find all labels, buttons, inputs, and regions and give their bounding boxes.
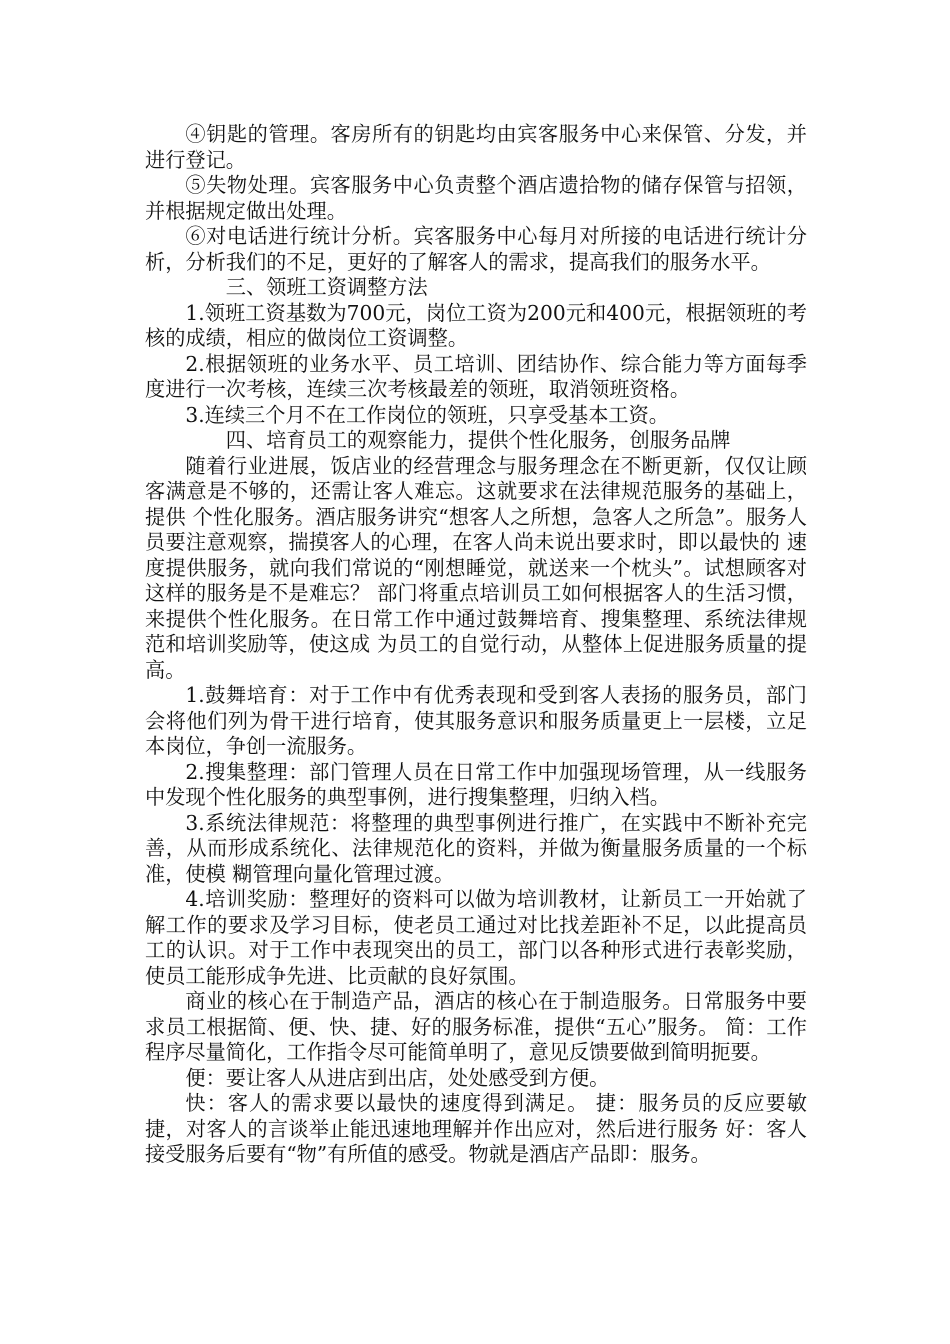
- paragraph-encourage-training: 1.鼓舞培育：对于工作中有优秀表现和受到客人表扬的服务员，部门会将他们列为骨干进行培育，使其服务意识和服务质量更上一层楼，立足 本岗位，争创一流服务。: [145, 683, 814, 758]
- paragraph-key-management: ④钥匙的管理。客房所有的钥匙均由宾客服务中心来保管、分发，并进行登记。: [145, 122, 807, 172]
- paragraph-fast-agile-good: 快：客人的需求要以最快的速度得到满足。 捷：服务员的反应要敏捷，对客人的言谈举止能迅速地理解并作出应对，然后进行服务 好：客人接受服务后要有“物”有所值的感受。物就是酒店产品即：服务。: [145, 1091, 807, 1166]
- paragraph-systematize: 3.系统法律规范：将整理的典型事例进行推广，在实践中不断补充完善，从而形成系统化、法律规范化的资料，并做为衡量服务质量的一个标准，使模 糊管理向量化管理过渡。: [145, 810, 807, 886]
- paragraph-five-heart-service: 商业的核心在于制造产品，酒店的核心在于制造服务。日常服务中要求员工根据简、便、快、捷、好的服务标准，提供“五心”服务。 简：工作程序尽量简化，工作指令尽可能简单明了，意见反馈要做到简明扼要。: [145, 989, 807, 1064]
- paragraph-lost-and-found: ⑤失物处理。宾客服务中心负责整个酒店遗拾物的储存保管与招领，并根据规定做出处理。: [145, 173, 807, 223]
- paragraph-convenient: 便：要让客人从进店到出店，处处感受到方便。: [185, 1065, 610, 1090]
- paragraph-call-statistics: ⑥对电话进行统计分析。宾客服务中心每月对所接的电话进行统计分析，分析我们的不足，更好的了解客人的需求，提高我们的服务水平。: [145, 224, 807, 274]
- document-page: [145, 122, 814, 1168]
- paragraph-wage-base: 1.领班工资基数为700元，岗位工资为200元和400元，根据领班的考核的成绩，相应的做岗位工资调整。: [145, 300, 807, 350]
- paragraph-training-rewards: 4.培训奖励：整理好的资料可以做为培训教材，让新员工一开始就了解工作的要求及学习目标，使老员工通过对比找差距补不足，以此提高员 工的认识。对于工作中表现突出的员工，部门以各种形式进行表彰奖励，使员工能形成争先进、比贡献的良好氛围。: [145, 887, 814, 988]
- paragraph-collect-organize: 2.搜集整理：部门管理人员在日常工作中加强现场管理，从一线服务中发现个性化服务的典型事例，进行搜集整理，归纳入档。: [145, 759, 807, 809]
- section-heading-3: 三、领班工资调整方法: [225, 275, 428, 299]
- section-heading-4: 四、培育员工的观察能力，提供个性化服务，创服务品牌: [225, 428, 731, 452]
- paragraph-personalized-service: 随着行业进展，饭店业的经营理念与服务理念在不断更新，仅仅让顾客满意是不够的，还需让客人难忘。这就要求在法律规范服务的基础上，提供 个性化服务。酒店服务讲究“想客人之所想，急客人之所急”。服务人员要注意观察，揣摸客人的心理，在客人尚未说出要求时，即以最快的 速度提供服务，就向我们常说的“刚想睡觉，就送来一个枕头”。试想顾客对这样的服务是不是难忘？ 部门将重点培训员工如何根据客人的生活习惯，来提供个性化服务。在日常工作中通过鼓舞培育、搜集整理、系统法律规范和培训奖励等，使这成 为员工的自觉行动，从整体上促进服务质量的提高。: [145, 453, 807, 682]
- paragraph-quarterly-assessment: 2.根据领班的业务水平、员工培训、团结协作、综合能力等方面每季度进行一次考核，连续三次考核最差的领班，取消领班资格。: [145, 351, 807, 401]
- paragraph-basic-wage-only: 3.连续三个月不在工作岗位的领班，只享受基本工资。: [185, 402, 669, 427]
